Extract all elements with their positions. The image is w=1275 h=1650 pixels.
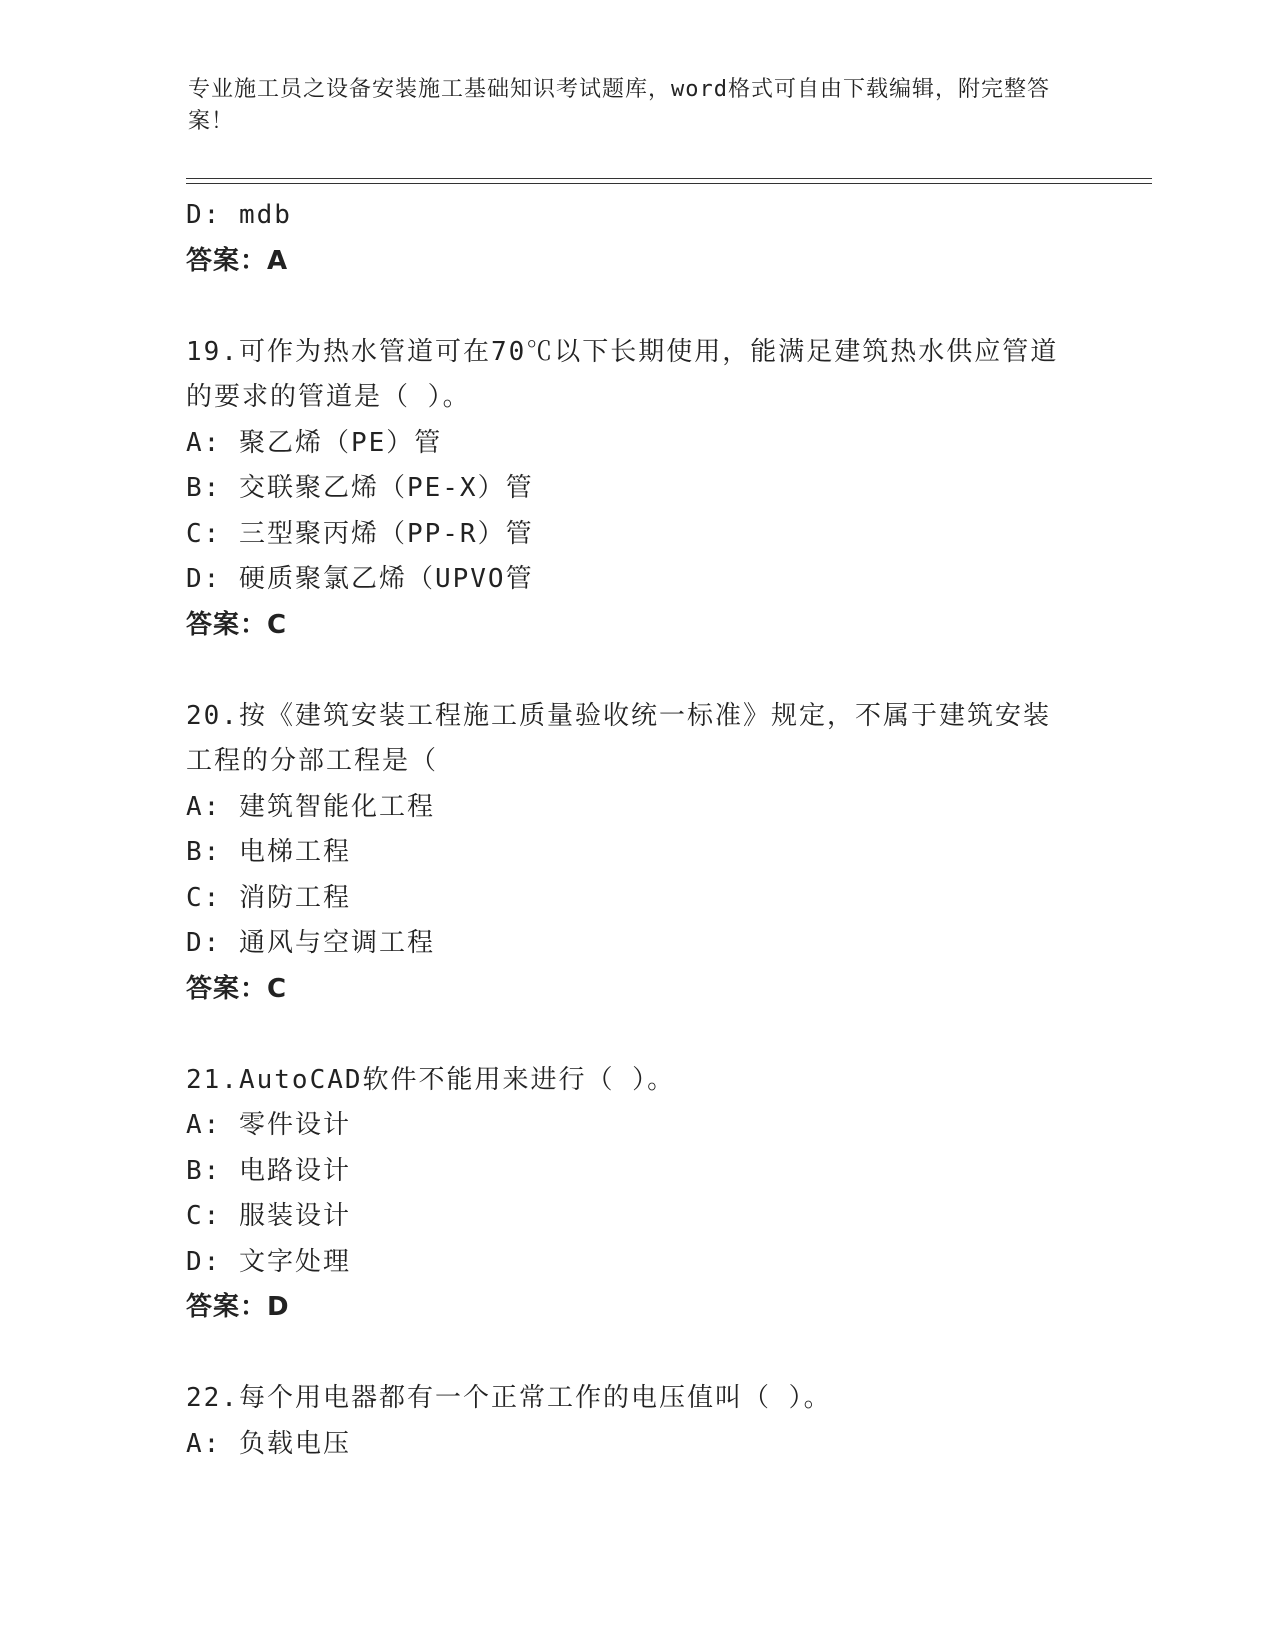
answer: 答案：D — [186, 1292, 290, 1322]
question-text: 20.按《建筑安装工程施工质量验收统一标准》规定，不属于建筑安装 — [186, 700, 1051, 731]
document-body — [186, 193, 1126, 1467]
spacer — [186, 1012, 1126, 1058]
question-text: 21.AutoCAD软件不能用来进行（ ）。 — [186, 1064, 676, 1095]
header-divider-top — [186, 178, 1152, 179]
question-21 — [186, 1058, 1126, 1331]
question-text-continued: 工程的分部工程是（ — [186, 746, 439, 776]
option-b: B: 交联聚乙烯（PE-X）管 — [186, 473, 534, 503]
spacer — [186, 648, 1126, 694]
question-text-continued: 的要求的管道是（ ）。 — [186, 382, 471, 412]
question-22 — [186, 1376, 1126, 1467]
question-20 — [186, 694, 1126, 1013]
spacer — [186, 1331, 1126, 1377]
option-a: A: 聚乙烯（PE）管 — [186, 427, 443, 458]
option-c: C: 三型聚丙烯（PP-R）管 — [186, 518, 534, 549]
option-d: D: 硬质聚氯乙烯（UPVO管 — [186, 564, 534, 594]
page-header — [188, 74, 1068, 138]
option-a: A: 建筑智能化工程 — [186, 791, 435, 822]
option-d: D: 通风与空调工程 — [186, 928, 435, 958]
option-b: B: 电路设计 — [186, 1155, 351, 1186]
spacer — [186, 284, 1126, 330]
answer: 答案：C — [186, 609, 288, 640]
answer: 答案：A — [186, 245, 289, 276]
header-divider-bottom — [186, 183, 1152, 184]
header-text: 专业施工员之设备安装施工基础知识考试题库，word格式可自由下载编辑，附完整答案！ — [188, 77, 1050, 134]
question-text: 22.每个用电器都有一个正常工作的电压值叫（ ）。 — [186, 1383, 832, 1413]
option-a: A: 零件设计 — [186, 1110, 351, 1140]
option-c: C: 消防工程 — [186, 882, 351, 913]
option-d: D: mdb — [186, 200, 292, 230]
option-b: B: 电梯工程 — [186, 837, 351, 867]
option-d: D: 文字处理 — [186, 1246, 351, 1277]
option-c: C: 服装设计 — [186, 1201, 351, 1231]
question-text: 19.可作为热水管道可在70℃以下长期使用，能满足建筑热水供应管道 — [186, 336, 1059, 367]
option-a: A: 负载电压 — [186, 1428, 351, 1459]
answer: 答案：C — [186, 973, 288, 1004]
question-19 — [186, 330, 1126, 649]
